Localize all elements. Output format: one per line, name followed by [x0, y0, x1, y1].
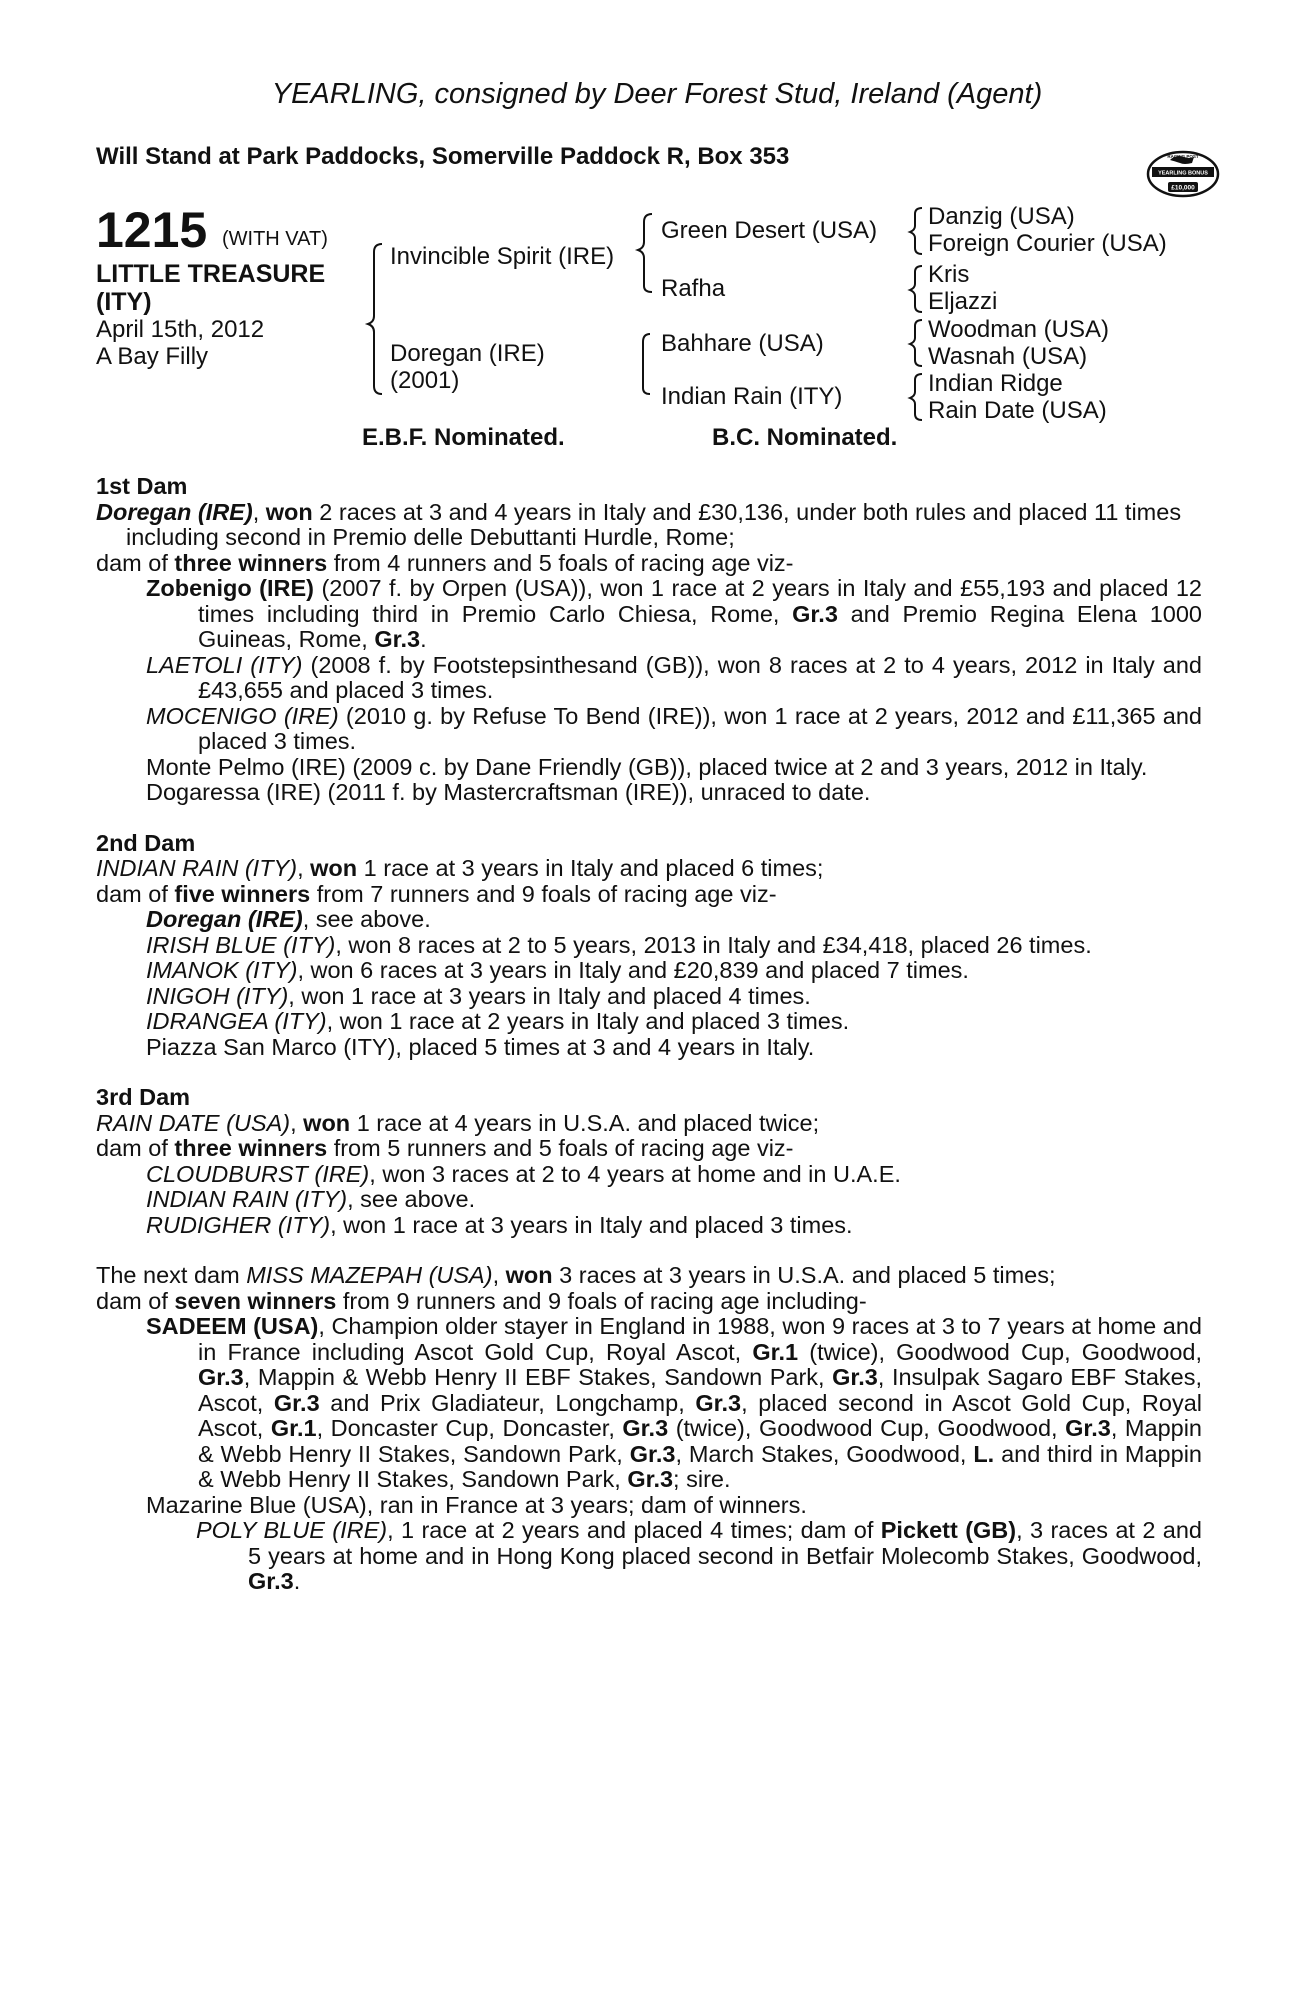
produce-entry: INIGOH (ITY), won 1 race at 3 years in Italy and placed 4 times. — [146, 982, 811, 1009]
lot-number: 1215 — [96, 202, 208, 258]
pedigree-dam-dam: Indian Rain (ITY) — [661, 383, 843, 410]
pedigree-sire: Invincible Spirit (IRE) — [390, 243, 615, 270]
third-dam-heading: 3rd Dam — [96, 1084, 191, 1110]
second-dam-heading: 2nd Dam — [96, 829, 196, 856]
produce-entry: LAETOLI (ITY) (2008 f. by Footstepsinthesand (GB)), won 8 races at 2 to 4 years, 2012 in Italy and £43,655 and placed 3 times. — [146, 651, 1202, 703]
pedigree-dsd: Wasnah (USA) — [928, 343, 1088, 370]
pedigree-ddd: Rain Date (USA) — [928, 397, 1107, 424]
page-header: YEARLING, consigned by Deer Forest Stud, Ireland (Agent) — [271, 78, 1043, 110]
logo-line3: £10,000 — [1171, 184, 1195, 192]
dam-name: Doregan (IRE) — [96, 498, 253, 525]
pedigree-dam-sire: Bahhare (USA) — [661, 330, 824, 357]
horse-name-line2: (ITY) — [96, 288, 152, 316]
ebf-nominated: E.B.F. Nominated. — [362, 424, 565, 451]
vat-note: (WITH VAT) — [222, 228, 328, 250]
produce-entry: IRISH BLUE (ITY), won 8 races at 2 to 5 years, 2013 in Italy and £34,418, placed 26 times. — [146, 931, 1092, 958]
pedigree-ssd: Foreign Courier (USA) — [928, 230, 1167, 257]
pedigree-dam-name: Doregan (IRE) — [390, 340, 545, 367]
pedigree-sire-sire: Green Desert (USA) — [661, 217, 878, 244]
produce-entry: MOCENIGO (IRE) (2010 g. by Refuse To Bend (IRE)), won 1 race at 2 years, 2012 and £11,365 and placed 3 times. — [146, 702, 1202, 754]
pedigree-sss: Danzig (USA) — [928, 203, 1075, 230]
first-dam-produce-summary: dam of three winners from 4 runners and 5 foals of racing age viz- — [96, 549, 794, 576]
produce-entry: INDIAN RAIN (ITY), see above. — [146, 1186, 476, 1212]
pedigree-sire-dam: Rafha — [661, 275, 726, 302]
pedigree-sdd: Eljazzi — [928, 288, 998, 315]
pedigree-dss: Woodman (USA) — [928, 316, 1109, 343]
second-dam-line: INDIAN RAIN (ITY), won 1 race at 3 years in Italy and placed 6 times; — [96, 855, 824, 881]
logo-line1: RACING POST — [1167, 154, 1199, 159]
pedigree-dam-year: (2001) — [390, 367, 460, 394]
produce-entry: IMANOK (ITY), won 6 races at 3 years in Italy and £20,839 and placed 7 times. — [146, 957, 969, 983]
produce-entry: Monte Pelmo (IRE) (2009 c. by Dane Friendly (GB)), placed twice at 2 and 3 years, 2012 in Italy. — [146, 753, 1148, 780]
next-dam-line: The next dam MISS MAZEPAH (USA), won 3 races at 3 years in U.S.A. and placed 5 times; — [96, 1262, 1056, 1288]
horse-description: A Bay Filly — [96, 343, 209, 370]
produce-entry: Piazza San Marco (ITY), placed 5 times at 3 and 4 years in Italy. — [146, 1033, 815, 1060]
bc-nominated: B.C. Nominated. — [712, 424, 898, 451]
produce-entry: Doregan (IRE), see above. — [146, 906, 431, 932]
produce-entry: Mazarine Blue (USA), ran in France at 3 years; dam of winners. — [146, 1491, 807, 1518]
next-dam-produce-summary: dam of seven winners from 9 runners and 9 foals of racing age including- — [96, 1287, 867, 1314]
produce-entry-sadeem: SADEEM (USA), Champion older stayer in England in 1988, won 9 races at 3 to 7 years at home and in France including Ascot Gold Cup, Royal Ascot, Gr.1 (twice), Goodwood Cup, Goodwood, Gr.3, Mappin & Webb Henry II EBF Stakes, Sandown Park, Gr.3, Insulpak Sagaro EBF Stakes, Ascot, Gr.3 and Prix Gladiateur, Longchamp, Gr.3, placed second in Ascot Gold Cup, Royal Ascot, Gr.1, Doncaster Cup, Doncaster, Gr.3 (twice), Goodwood Cup, Goodwood, Gr.3, Mappin & Webb Henry II Stakes, Sandown Park, Gr.3, March Stakes, Goodwood, L. and third in Mappin & Webb Henry II Stakes, Sandown Park, Gr.3; sire. — [146, 1313, 1203, 1492]
first-dam-heading: 1st Dam — [96, 473, 188, 499]
produce-entry: RUDIGHER (ITY), won 1 race at 3 years in Italy and placed 3 times. — [146, 1211, 853, 1238]
foaling-date: April 15th, 2012 — [96, 316, 265, 343]
catalogue-body — [96, 474, 1202, 1595]
pedigree-dds: Indian Ridge — [928, 370, 1063, 397]
produce-entry: CLOUDBURST (IRE), won 3 races at 2 to 4 years at home and in U.A.E. — [146, 1160, 901, 1187]
pedigree-brackets — [0, 0, 1314, 440]
logo-line2: YEARLING BONUS — [1158, 170, 1208, 177]
stand-location: Will Stand at Park Paddocks, Somerville Paddock R, Box 353 — [96, 143, 790, 170]
horse-name-line1: LITTLE TREASURE — [96, 260, 326, 288]
pedigree-sds: Kris — [928, 261, 970, 288]
produce-entry: Zobenigo (IRE) (2007 f. by Orpen (USA)), won 1 race at 2 years in Italy and £55,193 and placed 12 times including third in Premio Carlo Chiesa, Rome, Gr.3 and Premio Regina Elena 1000 Guineas, Rome, Gr.3. — [146, 575, 1202, 652]
pedigree-dam — [390, 340, 545, 394]
first-dam-line: Doregan (IRE), won 2 races at 3 and 4 years in Italy and £30,136, under both rules and placed 11 times including second in Premio delle Debuttanti Hurdle, Rome; — [96, 498, 1182, 550]
third-dam-produce-summary: dam of three winners from 5 runners and 5 foals of racing age viz- — [96, 1135, 794, 1161]
produce-entry: IDRANGEA (ITY), won 1 race at 2 years in Italy and placed 3 times. — [146, 1008, 850, 1034]
produce-entry: POLY BLUE (IRE), 1 race at 2 years and placed 4 times; dam of Pickett (GB), 3 races at 2 and 5 years at home and in Hong Kong placed second in Betfair Molecomb Stakes, Goodwood, Gr.3. — [196, 1517, 1202, 1594]
produce-entry: Dogaressa (IRE) (2011 f. by Mastercraftsman (IRE)), unraced to date. — [146, 779, 871, 805]
second-dam-produce-summary: dam of five winners from 7 runners and 9 foals of racing age viz- — [96, 880, 777, 907]
third-dam-line: RAIN DATE (USA), won 1 race at 4 years in U.S.A. and placed twice; — [96, 1109, 820, 1136]
